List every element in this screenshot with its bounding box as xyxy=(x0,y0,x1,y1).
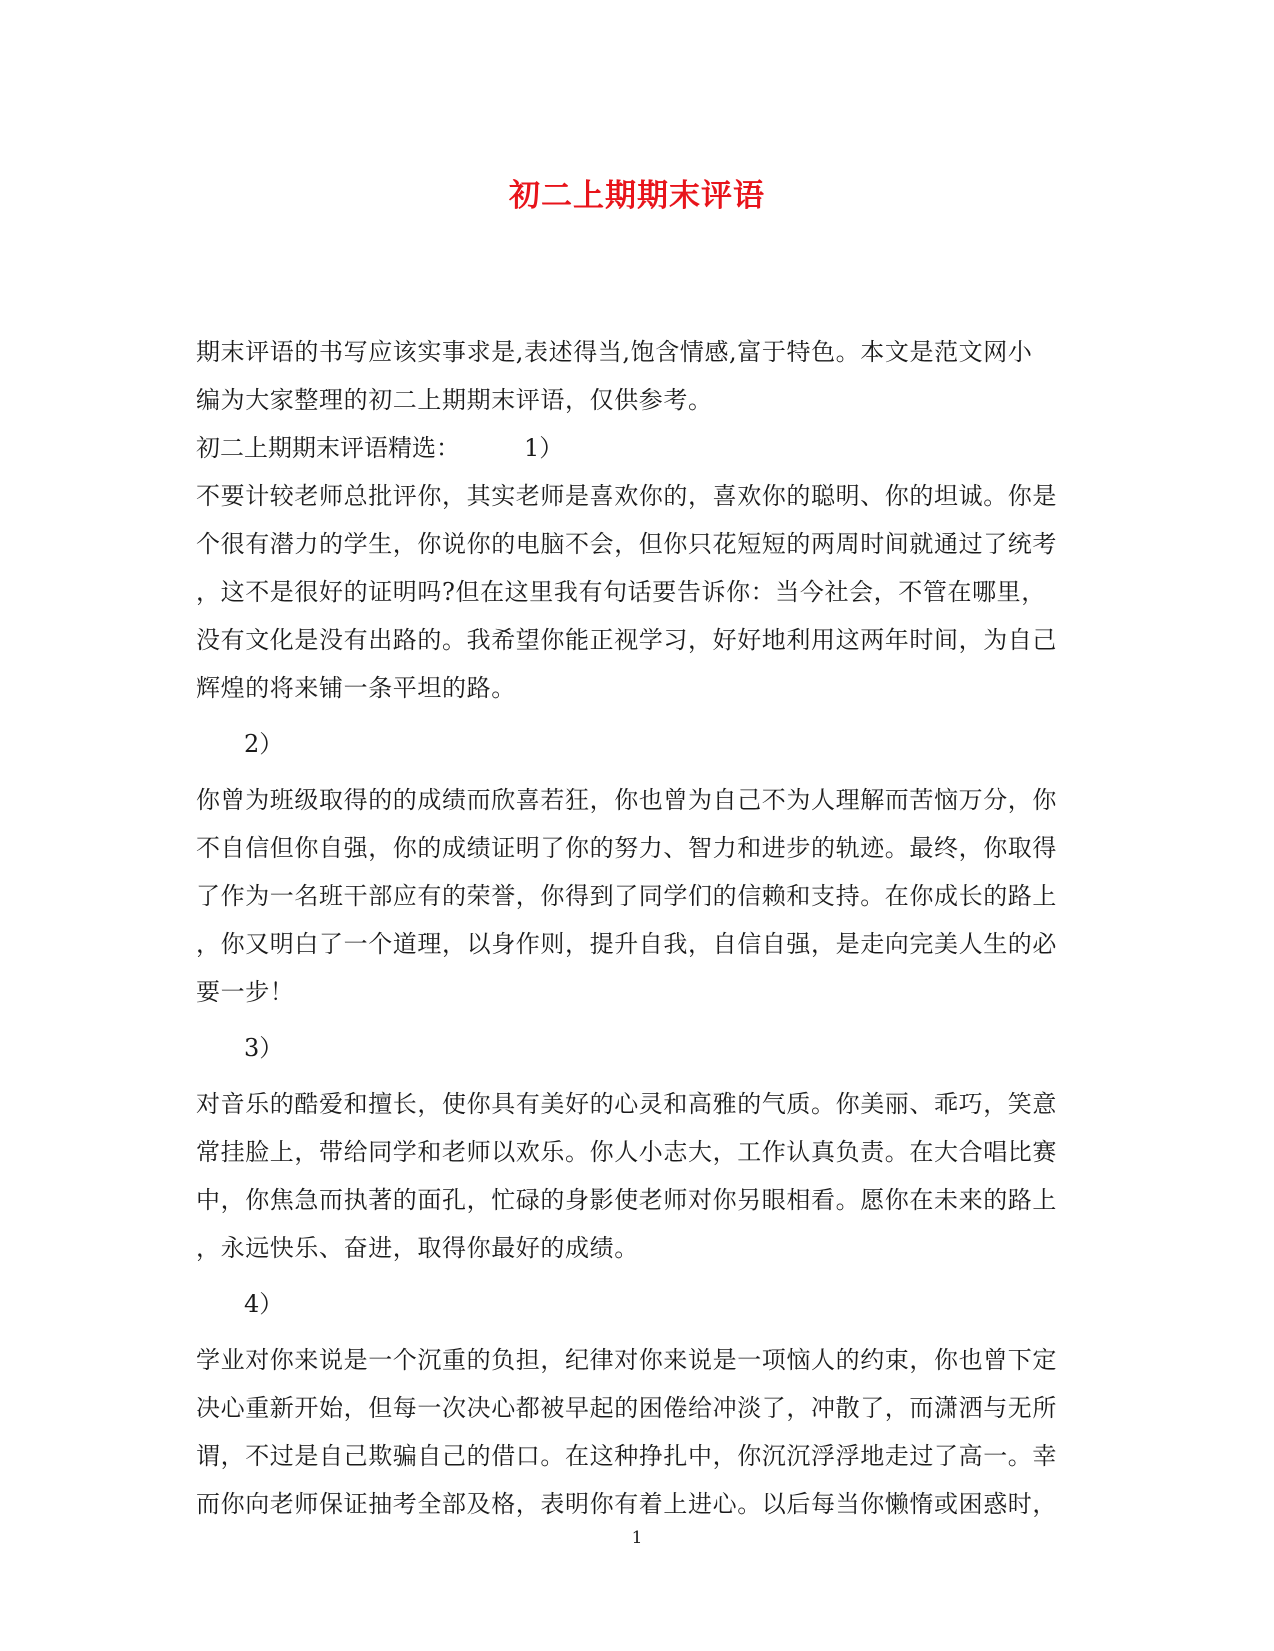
paragraph-line: 决心重新开始，但每一次决心都被早起的困倦给冲淡了，冲散了，而潇洒与无所 xyxy=(196,1394,1057,1422)
item-number: 4） xyxy=(244,1290,284,1318)
paragraph-line: 不自信但你自强，你的成绩证明了你的努力、智力和进步的轨迹。最终，你取得 xyxy=(196,834,1057,862)
item-number: 2） xyxy=(244,730,284,758)
document-body xyxy=(196,328,1076,1528)
item-number: 1） xyxy=(524,434,564,462)
paragraph-line: ，你又明白了一个道理，以身作则，提升自我，自信自强，是走向完美人生的必 xyxy=(196,930,1057,958)
paragraph-line: ，永远快乐、奋进，取得你最好的成绩。 xyxy=(196,1234,639,1262)
item-number: 3） xyxy=(244,1034,284,1062)
paragraph-line: 辉煌的将来铺一条平坦的路。 xyxy=(196,674,516,702)
paragraph-line: 你曾为班级取得的的成绩而欣喜若狂，你也曾为自己不为人理解而苦恼万分，你 xyxy=(196,786,1057,814)
document-title: 初二上期期末评语 xyxy=(509,178,765,214)
selection-label: 初二上期期末评语精选： xyxy=(196,434,460,462)
paragraph-line: 了作为一名班干部应有的荣誉，你得到了同学们的信赖和支持。在你成长的路上 xyxy=(196,882,1057,910)
paragraph-line: 对音乐的酷爱和擅长，使你具有美好的心灵和高雅的气质。你美丽、乖巧，笑意 xyxy=(196,1090,1057,1118)
paragraph-line: 不要计较老师总批评你，其实老师是喜欢你的，喜欢你的聪明、你的坦诚。你是 xyxy=(196,482,1057,510)
paragraph-line: 个很有潜力的学生，你说你的电脑不会，但你只花短短的两周时间就通过了统考 xyxy=(196,530,1057,558)
paragraph-line: 而你向老师保证抽考全部及格，表明你有着上进心。以后每当你懒惰或困惑时， xyxy=(196,1490,1057,1518)
paragraph-line: ，这不是很好的证明吗?但在这里我有句话要告诉你：当今社会，不管在哪里， xyxy=(196,578,1046,606)
paragraph-line: 常挂脸上，带给同学和老师以欢乐。你人小志大，工作认真负责。在大合唱比赛 xyxy=(196,1138,1057,1166)
intro-line: 期末评语的书写应该实事求是,表述得当,饱含情感,富于特色。本文是范文网小 xyxy=(196,338,1033,366)
intro-line: 编为大家整理的初二上期期末评语，仅供参考。 xyxy=(196,386,713,414)
paragraph-line: 没有文化是没有出路的。我希望你能正视学习，好好地利用这两年时间，为自己 xyxy=(196,626,1057,654)
paragraph-line: 中，你焦急而执著的面孔，忙碌的身影使老师对你另眼相看。愿你在未来的路上 xyxy=(196,1186,1057,1214)
paragraph-line: 学业对你来说是一个沉重的负担，纪律对你来说是一项恼人的约束，你也曾下定 xyxy=(196,1346,1057,1374)
page-number: 1 xyxy=(631,1528,643,1548)
selection-heading xyxy=(196,424,1076,472)
paragraph-line: 谓，不过是自己欺骗自己的借口。在这种挣扎中，你沉沉浮浮地走过了高一。幸 xyxy=(196,1442,1057,1470)
paragraph-line: 要一步！ xyxy=(196,978,295,1006)
